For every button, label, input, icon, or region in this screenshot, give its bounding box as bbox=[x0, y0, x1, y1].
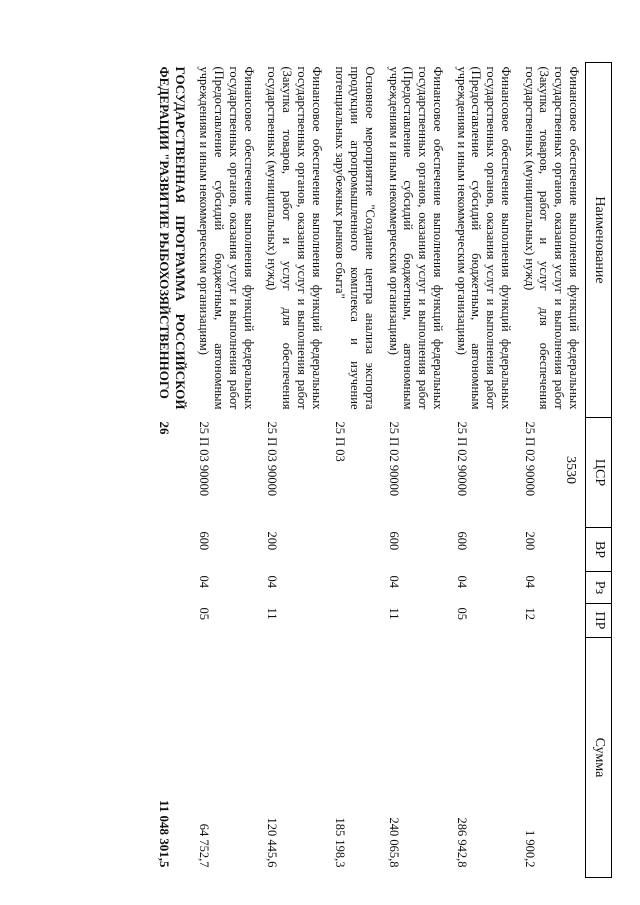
row-vr: 200 bbox=[522, 531, 537, 551]
row-csr: 25 П 03 90000 bbox=[197, 421, 212, 497]
table-row-program-total bbox=[152, 63, 192, 878]
row-pr bbox=[328, 604, 381, 638]
row-csr: 26 bbox=[157, 421, 173, 435]
header-pr: ПР bbox=[586, 604, 612, 638]
row-csr: 25 П 02 90000 bbox=[522, 421, 537, 497]
row-vr: 600 bbox=[386, 531, 401, 551]
row-rz: 04 bbox=[522, 575, 537, 588]
page-number: 3530 bbox=[563, 456, 578, 484]
row-vr bbox=[328, 528, 381, 572]
row-csr: 25 П 03 90000 bbox=[265, 421, 280, 497]
table-row bbox=[517, 63, 586, 878]
header-sum: Сумма bbox=[586, 638, 612, 878]
budget-table-sheet bbox=[82, 62, 612, 877]
row-name: Финансовое обеспечение выполнения функций федеральных государственных органов, оказания услуг и выполнения работ (Закупка товаров, работ и услуг для обеспечения государственных (муниципальных) нужд) bbox=[522, 66, 581, 410]
row-rz bbox=[328, 572, 381, 604]
row-vr: 200 bbox=[265, 531, 280, 551]
table-row bbox=[381, 63, 449, 878]
header-csr: ЦСР bbox=[586, 418, 612, 528]
row-sum: 11 048 301,5 bbox=[157, 799, 173, 868]
table-row bbox=[449, 63, 517, 878]
budget-table bbox=[152, 62, 612, 878]
row-vr: 600 bbox=[454, 531, 469, 551]
row-rz: 04 bbox=[386, 575, 401, 588]
row-sum: 1 900,2 bbox=[522, 830, 537, 868]
row-rz: 04 bbox=[454, 575, 469, 588]
row-pr: 05 bbox=[197, 607, 212, 620]
row-name: ГОСУДАРСТВЕННАЯ ПРОГРАММА РОССИЙСКОЙ ФЕДЕРАЦИИ "РАЗВИТИЕ РЫБОХОЗЯЙСТВЕННОГО bbox=[157, 66, 188, 410]
row-pr: 05 bbox=[454, 607, 469, 620]
row-pr bbox=[152, 604, 192, 638]
table-row bbox=[260, 63, 328, 878]
row-name: Основное мероприятие "Создание центра анализа экспорта продукции агропромышленного комплекса и изучение потенциальных зарубежных рынков сбыта" bbox=[333, 66, 377, 410]
row-name: Финансовое обеспечение выполнения функций федеральных государственных органов, оказания услуг и выполнения работ (Закупка товаров, работ и услуг для обеспечения государственных (муниципальных) нужд) bbox=[265, 66, 324, 410]
header-rz: Рз bbox=[586, 572, 612, 604]
table-row bbox=[328, 63, 381, 878]
row-pr: 11 bbox=[265, 607, 280, 620]
header-name: Наименование bbox=[586, 63, 612, 418]
row-vr bbox=[152, 528, 192, 572]
row-vr: 600 bbox=[197, 531, 212, 551]
row-sum: 240 065,8 bbox=[386, 817, 401, 868]
row-rz bbox=[152, 572, 192, 604]
row-csr: 25 П 02 90000 bbox=[454, 421, 469, 497]
row-rz: 04 bbox=[197, 575, 212, 588]
row-name: Финансовое обеспечение выполнения функций федеральных государственных органов, оказания услуг и выполнения работ (Предоставление субсидий бюджетным, автономным учреждениям и иным некоммерческим организациям) bbox=[197, 66, 256, 410]
row-sum: 185 198,3 bbox=[333, 817, 348, 868]
row-name: Финансовое обеспечение выполнения функций федеральных государственных органов, оказания услуг и выполнения работ (Предоставление субсидий бюджетным, автономным учреждениям и иным некоммерческим организациям) bbox=[386, 66, 445, 410]
row-sum: 64 752,7 bbox=[197, 823, 212, 868]
row-rz: 04 bbox=[265, 575, 280, 588]
header-vr: ВР bbox=[586, 528, 612, 572]
row-pr: 11 bbox=[386, 607, 401, 620]
row-sum: 286 942,8 bbox=[454, 817, 469, 868]
row-pr: 12 bbox=[522, 607, 537, 620]
row-name: Финансовое обеспечение выполнения функций федеральных государственных органов, оказания услуг и выполнения работ (Предоставление субсидий бюджетным, автономным учреждениям и иным некоммерческим организациям) bbox=[454, 66, 513, 410]
row-csr: 25 П 03 bbox=[333, 421, 348, 462]
row-csr: 25 П 02 90000 bbox=[386, 421, 401, 497]
row-sum: 120 445,6 bbox=[265, 817, 280, 868]
table-header-row bbox=[586, 63, 612, 878]
table-row bbox=[192, 63, 260, 878]
